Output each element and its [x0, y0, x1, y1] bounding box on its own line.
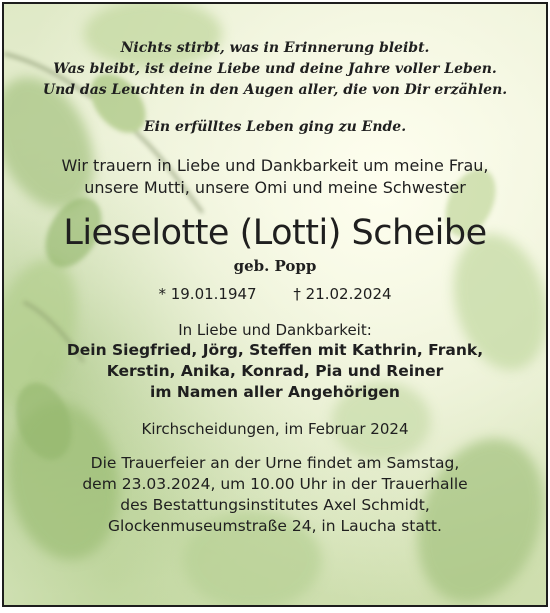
mourners-line: im Namen aller Angehörigen	[150, 383, 400, 401]
birth-name: geb. Popp	[233, 257, 317, 275]
mourning-intro	[4, 155, 546, 199]
obituary-notice	[2, 2, 548, 607]
life-dates	[4, 284, 546, 304]
intro-line: unsere Mutti, unsere Omi und meine Schwester	[84, 178, 466, 197]
mourners-list	[4, 340, 546, 403]
service-line: Glockenmuseumstraße 24, in Laucha statt.	[108, 517, 442, 535]
deceased-name: Lieselotte (Lotti) Scheibe	[63, 213, 487, 253]
service-line: dem 23.03.2024, um 10.00 Uhr in der Trauerhalle	[82, 475, 468, 493]
poem-line: Und das Leuchten in den Augen aller, die von Dir erzählen.	[42, 82, 508, 98]
closing-line: Ein erfülltes Leben ging zu Ende.	[143, 119, 407, 135]
mourners-line: Dein Siegfried, Jörg, Steffen mit Kathrin, Frank,	[66, 341, 484, 359]
death-date: † 21.02.2024	[293, 285, 392, 303]
mourners-line: Kerstin, Anika, Konrad, Pia und Reiner	[106, 362, 444, 380]
service-line: des Bestattungsinstitutes Axel Schmidt,	[120, 496, 430, 514]
mourners-heading: In Liebe und Dankbarkeit:	[178, 321, 372, 339]
memorial-poem	[4, 38, 546, 101]
funeral-service-info	[4, 453, 546, 537]
place-and-date: Kirchscheidungen, im Februar 2024	[141, 420, 409, 438]
poem-line: Was bleibt, ist deine Liebe und deine Jahre voller Leben.	[53, 61, 497, 77]
service-line: Die Trauerfeier an der Urne findet am Samstag,	[90, 454, 460, 472]
notice-text	[4, 4, 546, 537]
intro-line: Wir trauern in Liebe und Dankbarkeit um meine Frau,	[61, 156, 489, 175]
birth-date: * 19.01.1947	[158, 285, 257, 303]
poem-line: Nichts stirbt, was in Erinnerung bleibt.	[120, 40, 430, 56]
